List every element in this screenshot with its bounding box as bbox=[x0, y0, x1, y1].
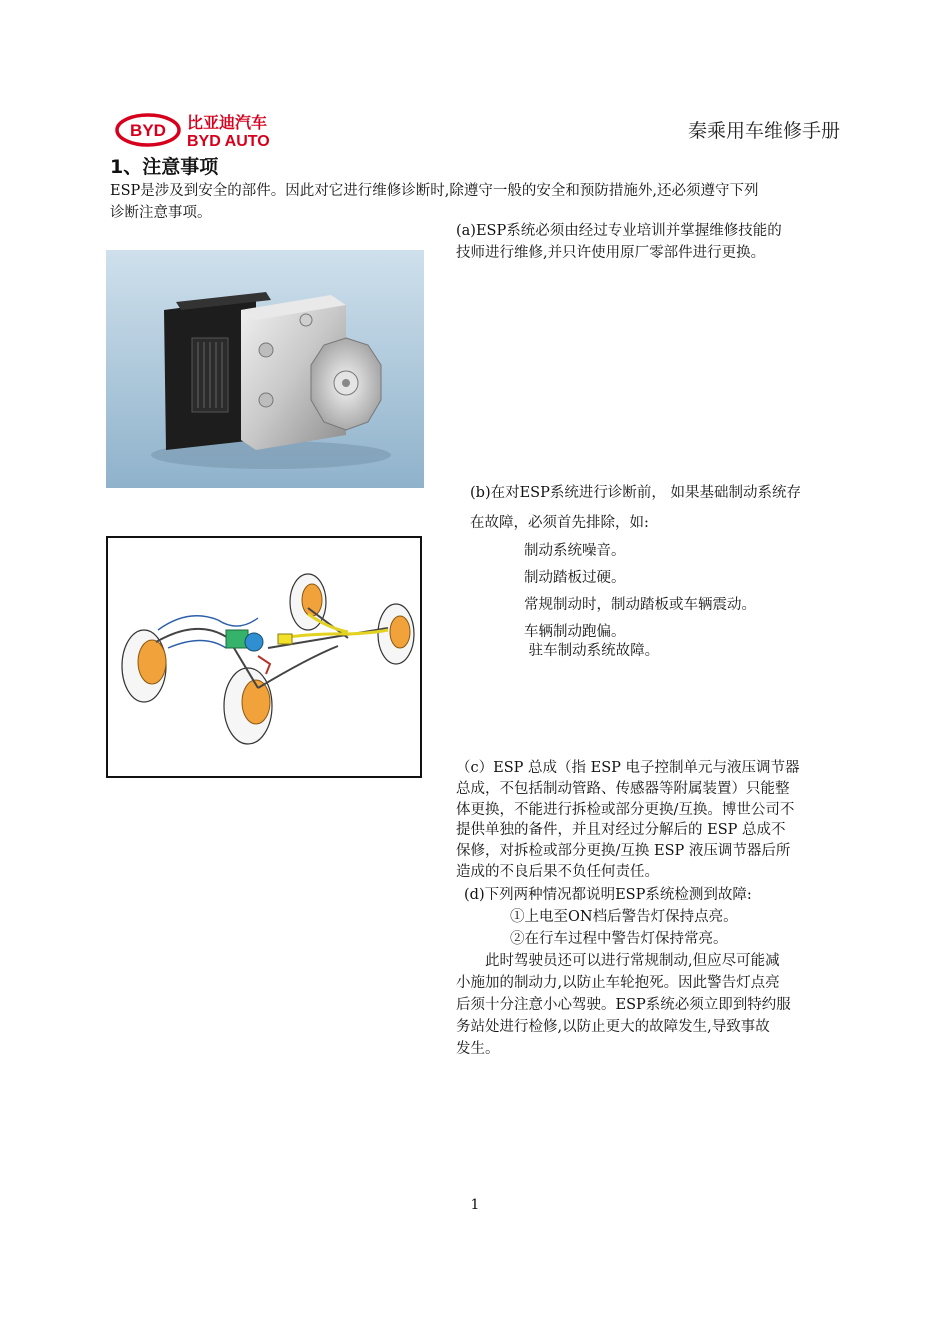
byd-logo bbox=[114, 110, 294, 150]
item-c-line: 体更换，不能进行拆检或部分更换/互换。博世公司不 bbox=[456, 801, 795, 818]
section-title: 1、注意事项 bbox=[110, 156, 219, 178]
item-d-case: ①上电至ON档后警告灯保持点亮。 bbox=[510, 909, 738, 925]
list-item: 驻车制动系统故障。 bbox=[524, 643, 660, 659]
item-d-heading: (d)下列两种情况都说明ESP系统检测到故障: bbox=[464, 887, 752, 903]
manual-title: 秦乘用车维修手册 bbox=[687, 120, 840, 142]
logo-brand-cn: 比亚迪汽车 bbox=[187, 113, 268, 132]
item-d-line: 务站处进行检修,以防止更大的故障发生,导致事故 bbox=[456, 1019, 770, 1035]
list-item: 制动系统噪音。 bbox=[524, 543, 626, 559]
item-b-line: (b)在对ESP系统进行诊断前， 如果基础制动系统存 bbox=[470, 485, 801, 501]
item-d-line: 小施加的制动力,以防止车轮抱死。因此警告灯点亮 bbox=[456, 975, 780, 991]
intro-paragraph bbox=[110, 180, 840, 224]
list-item: 车辆制动跑偏。 bbox=[524, 624, 626, 640]
intro-line: 诊断注意事项。 bbox=[110, 205, 212, 221]
item-c bbox=[456, 758, 830, 883]
brake-issue-list bbox=[524, 539, 844, 666]
logo-brand-en: BYD AUTO bbox=[187, 133, 270, 150]
item-a-line: 技师进行维修,并只许使用原厂零部件进行更换。 bbox=[456, 245, 766, 261]
item-d bbox=[456, 884, 830, 1060]
item-d-line: 后须十分注意小心驾驶。ESP系统必须立即到特约服 bbox=[456, 997, 791, 1013]
intro-line: ESP是涉及到安全的部件。因此对它进行维修诊断时,除遵守一般的安全和预防措施外,还必须遵守下列 bbox=[110, 183, 759, 199]
logo-letters: BYD bbox=[130, 121, 166, 140]
item-b-line: 在故障，必须首先排除，如: bbox=[470, 515, 649, 531]
item-d-case: ②在行车过程中警告灯保持常亮。 bbox=[510, 931, 728, 947]
item-a bbox=[456, 220, 830, 264]
item-c-line: （c）ESP 总成（指 ESP 电子控制单元与液压调节器 bbox=[456, 760, 800, 776]
item-c-line: 造成的不良后果不负任何责任。 bbox=[456, 863, 659, 880]
list-item: 常规制动时，制动踏板或车辆震动。 bbox=[524, 597, 756, 613]
item-c-line: 提供单独的备件，并且对经过分解后的 ESP 总成不 bbox=[456, 822, 786, 839]
item-d-line: 发生。 bbox=[456, 1041, 500, 1057]
item-c-line: 总成，不包括制动管路、传感器等附属装置）只能整 bbox=[456, 780, 790, 797]
list-item: 制动踏板过硬。 bbox=[524, 570, 626, 586]
esp-unit-photo bbox=[106, 250, 424, 488]
brake-system-diagram bbox=[106, 536, 422, 778]
item-d-line: 此时驾驶员还可以进行常规制动,但应尽可能减 bbox=[485, 953, 780, 969]
item-a-line: (a)ESP系统必须由经过专业培训并掌握维修技能的 bbox=[456, 223, 782, 239]
item-b bbox=[470, 478, 840, 538]
page-number: 1 bbox=[470, 1197, 480, 1213]
item-c-line: 保修，对拆检或部分更换/互换 ESP 液压调节器后所 bbox=[456, 843, 791, 860]
